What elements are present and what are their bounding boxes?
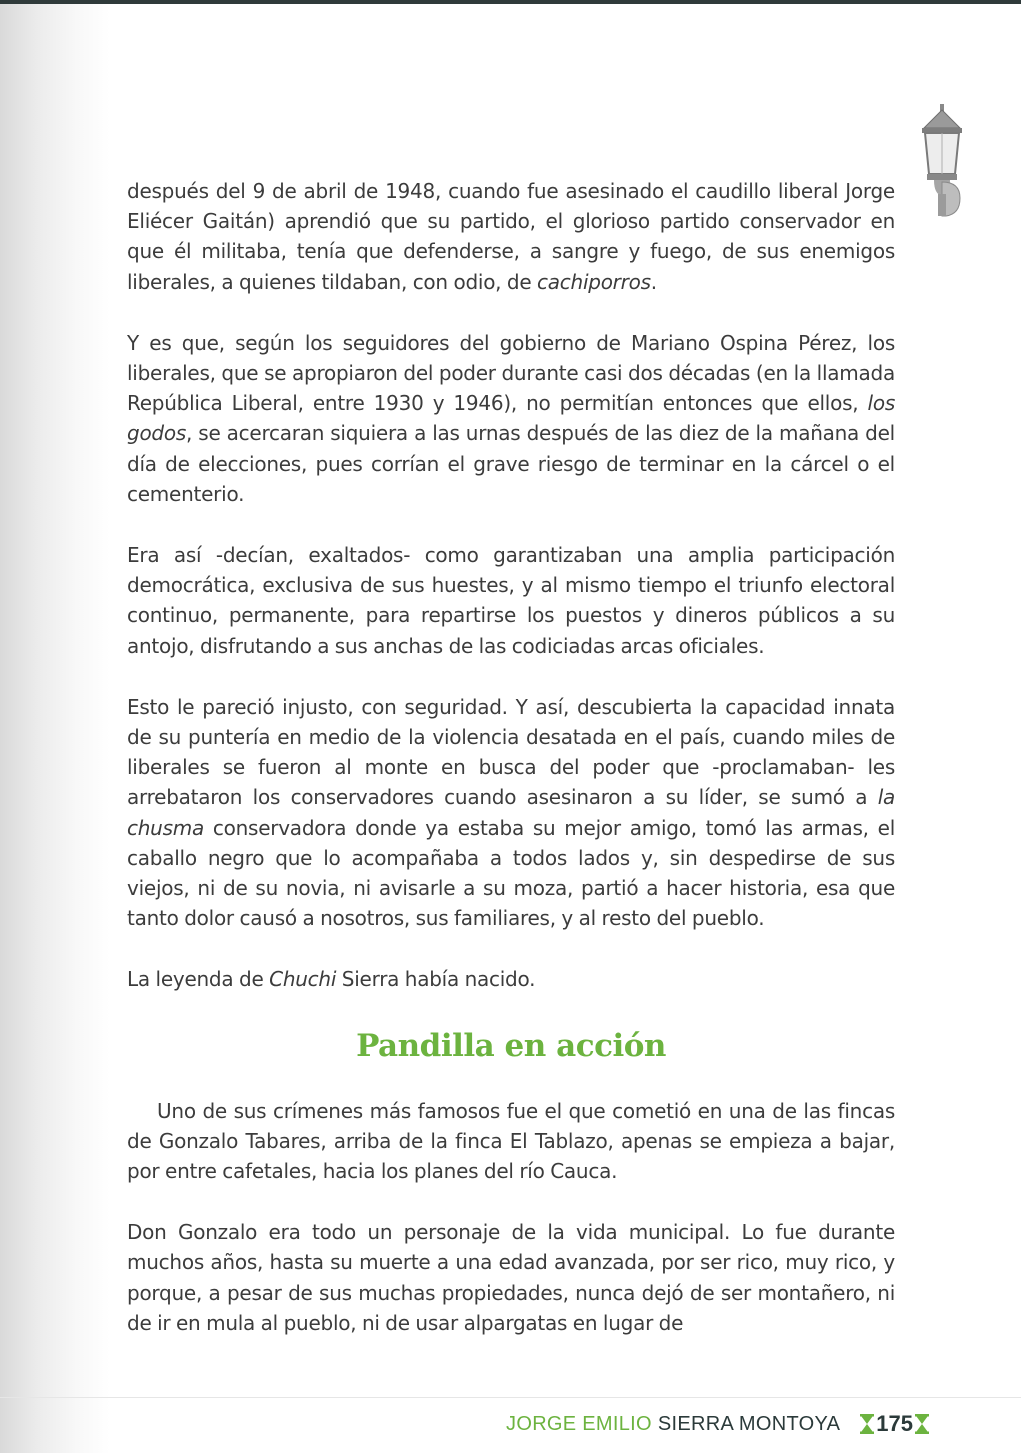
italic-text: los godos — [127, 391, 895, 446]
paragraph — [127, 1217, 895, 1338]
text-run: , se acercaran siquiera a las urnas después de las diez de la mañana del día de elecciones, pues corrían el grave riesgo de terminar en la cárcel o el cementerio. — [127, 421, 895, 506]
paragraph — [127, 964, 895, 994]
paragraph — [127, 540, 895, 661]
text-run: Esto le pareció injusto, con seguridad. Y así, descubierta la capacidad innata de su puntería en medio de la violencia desatada en el país, cuando miles de liberales se fueron al monte en busca del poder que -proclamaban- les arrebataron los conservadores cuando asesinaron a su líder, se sumó a — [127, 694, 895, 810]
street-lamp-icon — [912, 104, 972, 220]
author-first-name: JORGE EMILIO — [506, 1412, 652, 1435]
page-spine-shadow — [0, 4, 110, 1453]
paragraphs-before-heading — [127, 176, 895, 995]
text-run: Sierra había nacido. — [336, 967, 536, 992]
text-run: Era así -decían, exaltados- como garantizaban una amplia participación democrática, exclusiva de sus huestes, y al mismo tiempo el triunfo electoral continuo, permanente, para repartirse los puestos y dineros públicos a su antojo, disfrutando a sus anchas de las codiciadas arcas oficiales. — [127, 543, 895, 658]
page-number: 175 — [876, 1411, 913, 1436]
page-footer — [506, 1408, 929, 1440]
top-edge-bar — [0, 0, 1021, 4]
text-run: Y es que, según los seguidores del gobierno de Mariano Ospina Pérez, los liberales, que se apropiaron del poder durante casi dos décadas (en la llamada República Liberal, entre 1930 y 1946), no permitían entonces que ellos, — [127, 330, 895, 416]
text-run: después del 9 de abril de 1948, cuando fue asesinado el caudillo liberal Jorge Eliécer Gaitán) aprendió que su partido, el glorioso partido conservador en que él militaba, tenía que defenderse, a sangre y fuego, de sus enemigos liberales, a quienes tildaban, con odio, de — [127, 179, 895, 294]
italic-text: cachiporros — [537, 269, 651, 294]
section-heading: Pandilla en acción — [356, 1027, 666, 1064]
footer-divider — [0, 1397, 1021, 1398]
paragraphs-after-heading — [127, 1096, 895, 1338]
paragraph — [127, 692, 895, 934]
paragraph — [127, 1096, 895, 1187]
text-run: Uno de sus crímenes más famosos fue el que cometió en una de las fincas de Gonzalo Tabares, arriba de la finca El Tablazo, apenas se empieza a bajar, por entre cafetales, hacia los planes del río Cauca. — [127, 1098, 895, 1184]
italic-text: la chusma — [127, 785, 895, 840]
italic-text: Chuchi — [269, 967, 337, 992]
text-run: . — [650, 269, 657, 294]
author-last-name: SIERRA MONTOYA — [657, 1412, 841, 1435]
page-number-box — [860, 1411, 929, 1437]
text-run: La leyenda de — [127, 967, 270, 992]
body-text — [127, 176, 895, 1369]
paragraph — [127, 176, 895, 297]
text-run: conservadora donde ya estaba su mejor amigo, tomó las armas, el caballo negro que lo acompañaba a todos lados y, sin despedirse de sus viejos, ni de su novia, ni avisarle a su moza, partió a hacer historia, esa que tanto dolor causó a nosotros, sus familiares, y al resto del pueblo. — [127, 815, 895, 931]
hourglass-icon — [915, 1414, 929, 1434]
paragraph — [127, 328, 895, 509]
hourglass-icon — [860, 1414, 874, 1434]
text-run: Don Gonzalo era todo un personaje de la vida municipal. Lo fue durante muchos años, hasta su muerte a una edad avanzada, por ser rico, muy rico, y porque, a pesar de sus muchas propiedades, nunca dejó de ser montañero, ni de ir en mula al pueblo, ni de usar alpargatas en lugar de — [127, 1220, 895, 1335]
